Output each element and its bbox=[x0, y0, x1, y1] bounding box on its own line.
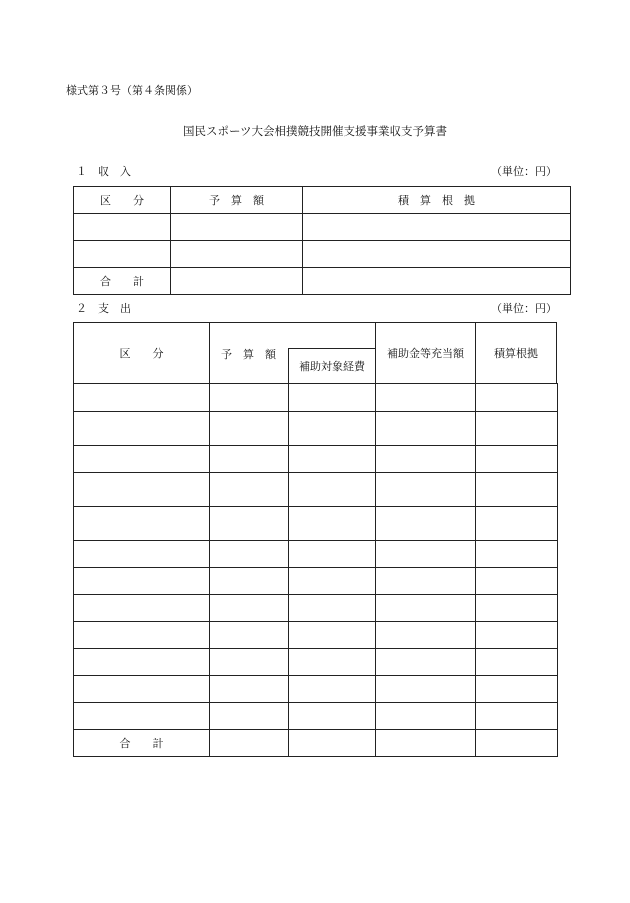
expenditure-row bbox=[74, 412, 558, 446]
expenditure-cell[interactable] bbox=[476, 703, 558, 730]
expenditure-cell[interactable] bbox=[210, 446, 289, 473]
expenditure-cell[interactable] bbox=[210, 541, 289, 568]
income-col-budget: 予 算 額 bbox=[171, 187, 303, 214]
expenditure-cell[interactable] bbox=[74, 384, 210, 412]
expenditure-cell[interactable] bbox=[376, 622, 476, 649]
income-total-row bbox=[74, 268, 571, 295]
expenditure-col-subsidy bbox=[375, 322, 476, 384]
expenditure-cell[interactable] bbox=[376, 595, 476, 622]
expenditure-cell[interactable] bbox=[210, 703, 289, 730]
expenditure-cell[interactable] bbox=[210, 473, 289, 507]
expenditure-cell[interactable] bbox=[376, 676, 476, 703]
expenditure-cell[interactable] bbox=[289, 384, 376, 412]
expenditure-col-category-label: 区 分 bbox=[119, 347, 164, 360]
income-header-row bbox=[74, 187, 571, 214]
expenditure-cell[interactable] bbox=[376, 541, 476, 568]
expenditure-col-eligible-label: 補助対象経費 bbox=[299, 360, 365, 373]
expenditure-cell[interactable] bbox=[376, 568, 476, 595]
expenditure-cell[interactable] bbox=[289, 649, 376, 676]
expenditure-cell[interactable] bbox=[210, 412, 289, 446]
expenditure-cell[interactable] bbox=[74, 676, 210, 703]
expenditure-cell[interactable] bbox=[74, 622, 210, 649]
expenditure-cell[interactable] bbox=[476, 473, 558, 507]
expenditure-cell[interactable] bbox=[74, 507, 210, 541]
form-number: 様式第３号（第４条関係） bbox=[66, 84, 198, 97]
income-section-label: １ 収 入 bbox=[76, 165, 131, 178]
expenditure-cell[interactable] bbox=[74, 473, 210, 507]
expenditure-cell[interactable] bbox=[74, 595, 210, 622]
income-cell[interactable] bbox=[171, 214, 303, 241]
expenditure-cell[interactable] bbox=[210, 568, 289, 595]
expenditure-cell[interactable] bbox=[74, 568, 210, 595]
income-total-cell[interactable] bbox=[171, 268, 303, 295]
income-table bbox=[73, 186, 571, 295]
income-cell[interactable] bbox=[303, 214, 571, 241]
income-row bbox=[74, 214, 571, 241]
expenditure-cell[interactable] bbox=[476, 676, 558, 703]
document-title: 国民スポーツ大会相撲競技開催支援事業収支予算書 bbox=[182, 124, 448, 138]
expenditure-cell[interactable] bbox=[289, 541, 376, 568]
expenditure-cell[interactable] bbox=[210, 649, 289, 676]
expenditure-cell[interactable] bbox=[476, 622, 558, 649]
expenditure-cell[interactable] bbox=[376, 412, 476, 446]
expenditure-col-budget-label: 予 算 額 bbox=[221, 348, 276, 361]
income-cell[interactable] bbox=[74, 241, 171, 268]
expenditure-row bbox=[74, 384, 558, 412]
expenditure-cell[interactable] bbox=[289, 595, 376, 622]
expenditure-cell[interactable] bbox=[289, 568, 376, 595]
expenditure-cell[interactable] bbox=[376, 649, 476, 676]
expenditure-cell[interactable] bbox=[376, 703, 476, 730]
expenditure-section-label: ２ 支 出 bbox=[76, 302, 131, 315]
expenditure-cell[interactable] bbox=[476, 412, 558, 446]
expenditure-cell[interactable] bbox=[74, 703, 210, 730]
expenditure-cell[interactable] bbox=[289, 473, 376, 507]
income-total-label: 合 計 bbox=[74, 268, 171, 295]
expenditure-total-cell[interactable] bbox=[210, 730, 289, 757]
income-row bbox=[74, 241, 571, 268]
income-cell[interactable] bbox=[171, 241, 303, 268]
income-col-basis: 積 算 根 拠 bbox=[303, 187, 571, 214]
expenditure-cell[interactable] bbox=[376, 473, 476, 507]
expenditure-cell[interactable] bbox=[289, 507, 376, 541]
expenditure-cell[interactable] bbox=[74, 649, 210, 676]
expenditure-total-cell[interactable] bbox=[289, 730, 376, 757]
expenditure-cell[interactable] bbox=[210, 384, 289, 412]
income-cell[interactable] bbox=[303, 241, 571, 268]
expenditure-row bbox=[74, 568, 558, 595]
expenditure-cell[interactable] bbox=[289, 622, 376, 649]
expenditure-cell[interactable] bbox=[476, 595, 558, 622]
expenditure-cell[interactable] bbox=[376, 384, 476, 412]
expenditure-row bbox=[74, 649, 558, 676]
expenditure-cell[interactable] bbox=[476, 446, 558, 473]
expenditure-total-label: 合 計 bbox=[74, 730, 210, 757]
expenditure-unit-label: （単位：円） bbox=[491, 302, 557, 315]
expenditure-col-basis-label: 積算根拠 bbox=[494, 347, 538, 360]
income-col-category: 区 分 bbox=[74, 187, 171, 214]
expenditure-row bbox=[74, 541, 558, 568]
expenditure-cell[interactable] bbox=[476, 568, 558, 595]
expenditure-cell[interactable] bbox=[289, 676, 376, 703]
expenditure-cell[interactable] bbox=[376, 507, 476, 541]
income-total-cell[interactable] bbox=[303, 268, 571, 295]
expenditure-row bbox=[74, 595, 558, 622]
expenditure-total-row bbox=[74, 730, 558, 757]
expenditure-total-cell[interactable] bbox=[376, 730, 476, 757]
expenditure-cell[interactable] bbox=[476, 541, 558, 568]
expenditure-col-subsidy-label: 補助金等充当額 bbox=[387, 347, 464, 360]
expenditure-cell[interactable] bbox=[210, 622, 289, 649]
expenditure-row bbox=[74, 507, 558, 541]
expenditure-cell[interactable] bbox=[289, 446, 376, 473]
expenditure-row bbox=[74, 473, 558, 507]
expenditure-cell[interactable] bbox=[289, 703, 376, 730]
expenditure-header bbox=[73, 322, 557, 384]
expenditure-cell[interactable] bbox=[476, 507, 558, 541]
expenditure-cell[interactable] bbox=[210, 507, 289, 541]
expenditure-col-eligible bbox=[288, 348, 376, 384]
expenditure-row bbox=[74, 622, 558, 649]
expenditure-cell[interactable] bbox=[210, 595, 289, 622]
income-unit-label: （単位：円） bbox=[491, 165, 557, 178]
expenditure-cell[interactable] bbox=[476, 649, 558, 676]
expenditure-table bbox=[73, 383, 558, 757]
expenditure-cell[interactable] bbox=[74, 541, 210, 568]
expenditure-cell[interactable] bbox=[74, 446, 210, 473]
expenditure-cell[interactable] bbox=[74, 412, 210, 446]
expenditure-cell[interactable] bbox=[210, 676, 289, 703]
expenditure-cell[interactable] bbox=[289, 412, 376, 446]
expenditure-total-cell[interactable] bbox=[476, 730, 558, 757]
expenditure-col-basis bbox=[475, 322, 557, 384]
expenditure-row bbox=[74, 703, 558, 730]
expenditure-cell[interactable] bbox=[476, 384, 558, 412]
expenditure-cell[interactable] bbox=[376, 446, 476, 473]
expenditure-row bbox=[74, 676, 558, 703]
expenditure-row bbox=[74, 446, 558, 473]
expenditure-col-category bbox=[73, 322, 210, 384]
income-cell[interactable] bbox=[74, 214, 171, 241]
